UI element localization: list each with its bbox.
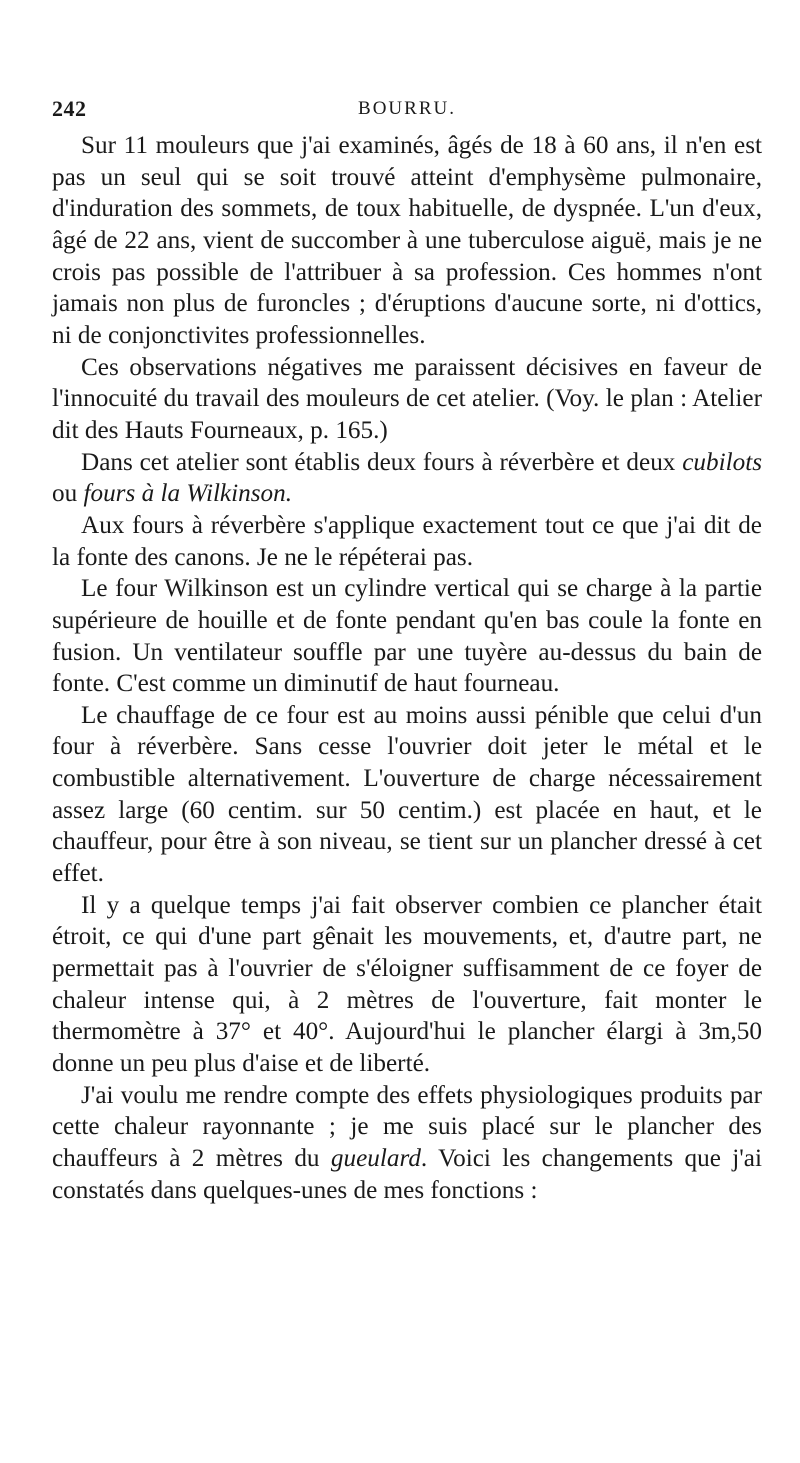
page-number: 242 (52, 96, 87, 121)
paragraph-1: Sur 11 mouleurs que j'ai examinés, âgés de 18 à 60 ans, il n'en est pas un seul qui se soit trouvé atteint d'emphysème pulmonaire, d'induration des sommets, de toux habituelle, de dyspnée. L'un d'eux, âgé de 22 ans, vient de succomber à une tuberculose aiguë, mais je ne crois pas possible de l'attribuer à sa profession. Ces hommes n'ont jamais non plus de furoncles ; d'éruptions d'aucune sorte, ni d'ottics, ni de conjonctivites professionnelles. (52, 132, 762, 349)
paragraph-2: Ces observations négatives me paraissent décisives en faveur de l'innocuité du travail des mouleurs de cet atelier. (Voy. le plan : Atelier dit des Hauts Fourneaux, p. 165.) (52, 353, 762, 444)
paragraph-8-text-b: . Voici les changements que j'ai constatés dans quelques-unes de mes fonctions : (52, 1145, 762, 1204)
paragraph-4: Aux fours à réverbère s'applique exactement tout ce que j'ai dit de la fonte des canons. Je ne le répéterai pas. (52, 511, 762, 571)
paragraph-8 (52, 1080, 762, 1207)
paragraph-3-italic-wilkinson: fours à la Wilkinson. (83, 480, 292, 508)
paragraph-8-text-a: J'ai voulu me rendre compte des effets physiologiques produits par cette chaleur rayonnante ; je me suis placé sur le plancher des chauffeurs à 2 mètres du (52, 1081, 762, 1172)
page-header (52, 96, 762, 126)
paragraph-3-text-b: ou (52, 480, 84, 508)
paragraph-3 (52, 447, 762, 510)
paragraph-8-italic-gueulard: gueulard (330, 1145, 421, 1172)
paragraph-7: Il y a quelque temps j'ai fait observer combien ce plancher était étroit, ce qui d'une part gênait les mouvements, et, d'autre part, ne permettait pas à l'ouvrier de s'éloigner suffisamment de ce foyer de chaleur intense qui, à 2 mètres de l'ouverture, fait monter le thermomètre à 37° et 40°. Aujourd'hui le plancher élargi à 3m,50 donne un peu plus d'aise et de liberté. (52, 891, 762, 1078)
paragraph-6: Le chauffage de ce four est au moins aussi pénible que celui d'un four à réverbère. Sans cesse l'ouvrier doit jeter le métal et le combustible alternativement. L'ouverture de charge nécessairement assez large (60 centim. sur 50 centim.) est placée en haut, et le chauffeur, pour être à son niveau, se tient sur un plancher dressé à cet effet. (52, 701, 762, 888)
body-text (52, 130, 762, 1206)
paragraph-3-text-a: Dans cet atelier sont établis deux fours à réverbère et deux (81, 448, 683, 476)
running-head: BOURRU. (358, 98, 456, 119)
paragraph-5: Le four Wilkinson est un cylindre vertical qui se charge à la partie supérieure de houille et de fonte pendant qu'en bas coule la fonte en fusion. Un ventilateur souffle par une tuyère au-dessus du bain de fonte. C'est comme un diminutif de haut fourneau. (52, 575, 762, 698)
paragraph-3-italic-cubilots: cubilots (682, 448, 762, 476)
